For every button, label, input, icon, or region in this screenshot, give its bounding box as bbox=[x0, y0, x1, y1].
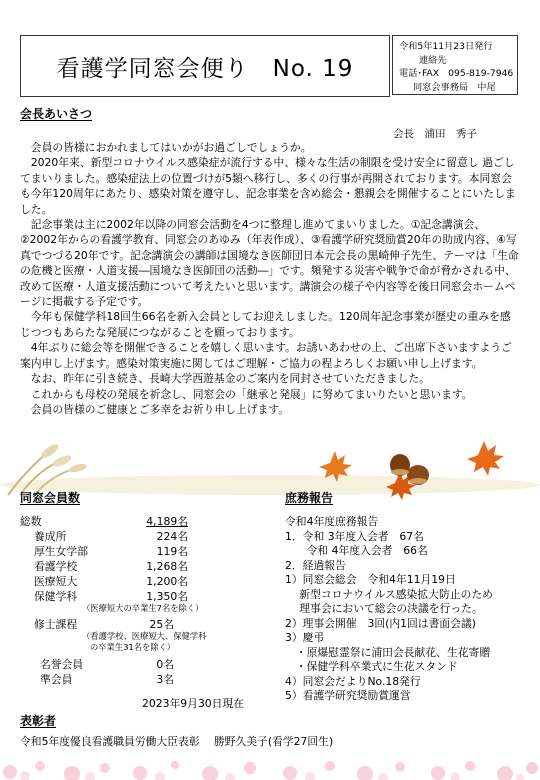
autumn-decoration bbox=[0, 425, 540, 500]
award-text: 令和5年度優良看護職員労働大臣表彰 勝野久美子(看学27回生) bbox=[20, 735, 334, 748]
member-row-value: 119名 bbox=[156, 545, 188, 558]
awards-heading: 表彰者 bbox=[20, 714, 57, 728]
total-label: 総数 bbox=[20, 515, 42, 528]
member-row-label: 医療短大 bbox=[34, 575, 78, 588]
associate-value: 3名 bbox=[156, 673, 174, 686]
shushi-label: 修士課程 bbox=[34, 618, 78, 631]
greeting-paragraph: 会員の皆様のご健康とご多幸をお祈り申し上げます。 bbox=[30, 402, 290, 416]
affairs-line: 新型コロナウイルス感染拡大防止のため bbox=[285, 588, 493, 601]
affairs-line: 5）看護学研究奨励賞運営 bbox=[285, 689, 411, 702]
affairs-line: 理事会において総会の決議を行った。 bbox=[285, 602, 483, 615]
as-of-date: 2023年9月30日現在 bbox=[142, 697, 245, 710]
greeting-paragraph: 会員の皆様におかれましてはいかがお過ごしでしょうか。 bbox=[30, 141, 312, 154]
greeting-paragraph: 4年ぶりに総会等を開催できることを嬉しく思います。お誘いあわせの上、ご出席下さいますようご案内申し上げます。感染対策実施に関してはご理解・ご協力の程よろしくお願い申し上げます。 bbox=[20, 341, 512, 370]
hoken-note: （医療短大の卒業生7名を除く） bbox=[82, 603, 204, 613]
contact-label: 連絡先 bbox=[419, 54, 447, 66]
total-value: 4,189名 bbox=[146, 515, 188, 528]
members-heading: 同窓会員数 bbox=[20, 491, 81, 505]
issue-date: 令和5年11月23日発行 bbox=[399, 41, 493, 52]
greeting-paragraph: 2020年来、新型コロナウイルス感染症が流行する中、様々な生活の制限を受け安全に留意し 過ごしてまいりました。感染症法上の位置づけが5類へ移行し、多くの行事が再開されております。本同窓会も今年120周年にあたり、感染対策を遵守し、記念事業を含め総会・懇親会を開催することにいたしました。 bbox=[20, 156, 516, 216]
member-row-value: 1,350名 bbox=[146, 590, 188, 603]
greeting-body bbox=[20, 140, 520, 417]
president-name: 会長 浦田 秀子 bbox=[393, 128, 477, 140]
honor-label: 名誉会員 bbox=[40, 658, 84, 671]
shushi-note: （看護学校、医療短大、保健学科 bbox=[82, 631, 207, 641]
shushi-note: の卒業生31名を除く） bbox=[90, 642, 176, 652]
affairs-line: 3）慶弔 bbox=[285, 631, 325, 644]
affairs-line: 令和 4年度入会者 66名 bbox=[285, 544, 428, 557]
member-row-value: 1,200名 bbox=[146, 575, 188, 588]
affairs-line: 2．経過報告 bbox=[285, 559, 346, 572]
greeting-paragraph: なお、昨年に引き続き、長崎大学西遊基金のご案内を同封させていただきました。 bbox=[30, 372, 430, 386]
member-row-label: 看護学校 bbox=[34, 560, 78, 573]
affairs-line: 2）理事会開催 3回(内1回は書面会議) bbox=[285, 617, 476, 630]
affairs-line: 4）同窓会だよりNo.18発行 bbox=[285, 675, 421, 688]
ground-shadow bbox=[0, 475, 540, 495]
member-row-value: 1,268名 bbox=[146, 560, 188, 573]
associate-label: 準会員 bbox=[40, 673, 73, 686]
newsletter-title: 看護学同窓会便り No. 19 bbox=[20, 35, 390, 97]
greeting-paragraph: 記念事業は主に2002年以降の同窓会活動を4つに整理し進めてまいりました。①記念講演会、②2002年からの看護学教育、同窓会のあゆみ（年表作成）、③看護学研究奨励賞20年の助成内容、④写真でつづる20年です。記念講演会の講師は国境なき医師団日本元会長の黒崎伸子先生、テーマは「生命の危機と医療・人道支援―国境なき医師団の活動―」です。頻発する災害や戦争で命が脅かされる中、改めて医療・人道支援活動について考えたいと思います。講演会の様子や内容等を後日同窓会ホームページに掲載する予定です。 bbox=[20, 218, 519, 309]
greeting-heading: 会長あいさつ bbox=[20, 107, 93, 121]
contact-info bbox=[392, 35, 518, 95]
affairs-line: 1．令和 3年度入会者 67名 bbox=[285, 530, 424, 543]
cherry-blossom-border bbox=[0, 752, 540, 780]
affairs-line: ・原爆慰霊祭に浦田会長献花、生花寄贈 bbox=[285, 646, 491, 659]
affairs-line: 1）同窓会総会 令和4年11月19日 bbox=[285, 573, 456, 586]
member-row-label: 厚生女学部 bbox=[34, 545, 88, 558]
office-name: 同窓会事務局 中尾 bbox=[413, 81, 496, 93]
greeting-paragraph: 今年も保健学科18回生66名を新入会員としてお迎えしました。120周年記念事業が歴史の重みを感じつつもあらたな発展につながることを願っております。 bbox=[20, 310, 511, 339]
phone-fax: 電話･FAX 095-819-7946 bbox=[399, 68, 514, 80]
affairs-line: ・保健学科卒業式に生花スタンド bbox=[285, 660, 458, 673]
member-row-value: 224名 bbox=[156, 530, 188, 543]
shushi-value: 25名 bbox=[149, 618, 174, 631]
greeting-paragraph: これからも母校の発展を祈念し、同窓会の「継承と発展」に努めてまいりたいと思います。 bbox=[30, 387, 473, 401]
affairs-line: 令和4年度庶務報告 bbox=[285, 515, 379, 528]
honor-value: 0名 bbox=[156, 658, 174, 671]
member-row-label: 保健学科 bbox=[34, 590, 78, 603]
member-row-label: 養成所 bbox=[34, 530, 67, 543]
affairs-heading: 庶務報告 bbox=[285, 491, 334, 505]
